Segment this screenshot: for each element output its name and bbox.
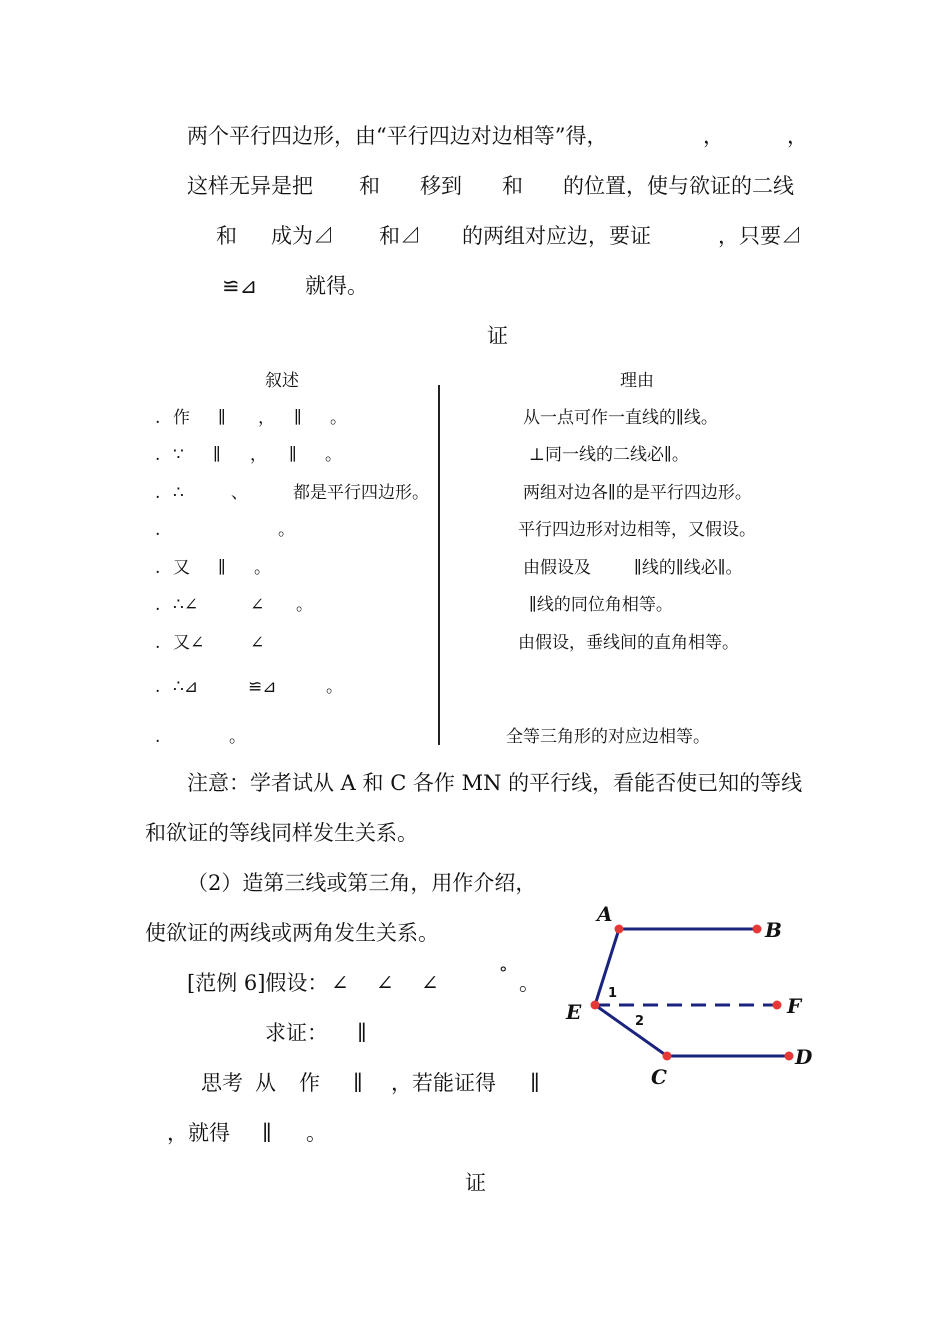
column-header-statement: 叙述 — [265, 371, 299, 391]
intro-line-2e: 的位置，使与欲证的二线 — [563, 174, 794, 198]
point-a — [615, 925, 624, 934]
statement-text: 都是平行四边形。 — [293, 483, 429, 503]
intro-line-1-comma-1: ， — [703, 124, 724, 148]
point-c — [663, 1052, 672, 1061]
think-text: 思考 — [201, 1071, 243, 1095]
table-divider — [438, 385, 440, 745]
degree-symbol: ° — [499, 964, 508, 984]
row-dot: . — [155, 558, 161, 578]
reason-text: 从一点可作一直线的∥线。 — [523, 408, 718, 428]
row-dot: . — [155, 727, 161, 747]
prove-label: 求证： — [265, 1021, 328, 1045]
label-c: C — [651, 1065, 667, 1089]
think-text: ，若能证得 — [391, 1071, 496, 1095]
intro-line-2c: 移到 — [420, 174, 462, 198]
statement-text: ， — [258, 408, 275, 428]
statement-text: ∴⊿ — [173, 677, 199, 697]
note-line-2: 和欲证的等线同样发生关系。 — [145, 821, 418, 845]
statement-text: ， — [250, 445, 267, 465]
statement-text: ∠ — [250, 633, 265, 653]
statement-text: ∵ — [173, 445, 184, 465]
label-e: E — [566, 1000, 582, 1024]
point-d — [785, 1052, 794, 1061]
row-dot: . — [155, 408, 161, 428]
statement-text: 作 — [173, 408, 190, 428]
section2-line-1: （2）造第三线或第三角，用作介绍， — [187, 871, 537, 895]
statement-text: ∥ — [213, 445, 221, 465]
row-dot: . — [155, 677, 161, 697]
label-d: D — [795, 1045, 813, 1069]
angle-symbol: ∠ — [331, 971, 349, 995]
section2-line-2: 使欲证的两线或两角发生关系。 — [145, 921, 439, 945]
statement-text: ∥ — [218, 408, 226, 428]
intro-line-3c: 和⊿ — [379, 224, 421, 248]
statement-text: 又 — [173, 558, 190, 578]
label-f: F — [787, 994, 802, 1018]
row-dot: . — [155, 520, 161, 540]
intro-line-3b: 成为⊿ — [271, 224, 334, 248]
intro-line-3a: 和 — [216, 224, 237, 248]
geometry-figure — [560, 895, 830, 1095]
intro-line-2d: 和 — [502, 174, 523, 198]
intro-line-1: 两个平行四边形，由“平行四边对边相等”得， — [187, 124, 608, 148]
statement-text: ∥ — [294, 408, 302, 428]
reason-text: ⊥同一线的二线必∥。 — [529, 445, 689, 465]
angle-symbol: ∠ — [421, 971, 439, 995]
statement-text: 。 — [254, 558, 271, 578]
intro-line-4a: ≌⊿ — [222, 274, 258, 298]
row-dot: . — [155, 483, 161, 503]
reason-text: 全等三角形的对应边相等。 — [506, 727, 710, 747]
row-dot: . — [155, 595, 161, 615]
angle-label-1: 1 — [608, 986, 618, 1001]
angle-label-2: 2 — [635, 1014, 645, 1029]
statement-text: 。 — [229, 727, 246, 747]
proof-heading-1: 证 — [487, 324, 508, 348]
reason-text: 由假设及 — [523, 558, 591, 578]
statement-text: 。 — [296, 595, 313, 615]
label-a: A — [597, 902, 613, 926]
statement-text: ∥ — [289, 445, 297, 465]
reason-text: ∥线的同位角相等。 — [529, 595, 673, 615]
statement-text: 。 — [325, 445, 342, 465]
reason-text: 平行四边形对边相等，又假设。 — [518, 520, 756, 540]
statement-text: 又∠ — [173, 633, 205, 653]
row-dot: . — [155, 445, 161, 465]
example-prefix: [范例 6]假设： — [187, 971, 329, 995]
reason-text: ∥线的∥线必∥。 — [634, 558, 743, 578]
angle-symbol: ∠ — [376, 971, 394, 995]
figure-points — [591, 925, 794, 1061]
statement-text: ∴ — [173, 483, 184, 503]
point-e — [591, 1001, 600, 1010]
segment-ec — [595, 1005, 667, 1056]
statement-text: ∥ — [218, 558, 226, 578]
think-text: 作 — [299, 1071, 320, 1095]
then-text: ，就得 — [167, 1121, 230, 1145]
intro-line-2b: 和 — [359, 174, 380, 198]
intro-line-2a: 这样无异是把 — [187, 174, 313, 198]
note-line-1: 注意：学者试从 A 和 C 各作 MN 的平行线，看能否使已知的等线 — [187, 771, 803, 795]
intro-line-4b: 就得。 — [305, 274, 368, 298]
then-text: 。 — [306, 1121, 327, 1145]
column-header-reason: 理由 — [620, 371, 654, 391]
statement-text: 。 — [278, 520, 295, 540]
statement-text: 。 — [326, 677, 343, 697]
then-text: ∥ — [262, 1121, 272, 1145]
statement-text: 。 — [330, 408, 347, 428]
reason-text: 由假设，垂线间的直角相等。 — [518, 633, 739, 653]
think-text: ∥ — [353, 1071, 363, 1095]
think-text: 从 — [255, 1071, 276, 1095]
statement-text: 、 — [231, 483, 248, 503]
reason-text: 两组对边各∥的是平行四边形。 — [523, 483, 752, 503]
prove-parallel-symbol: ∥ — [357, 1021, 367, 1045]
intro-line-3e: ，只要⊿ — [718, 224, 802, 248]
statement-text: ∴∠ — [173, 595, 199, 615]
point-b — [753, 925, 762, 934]
figure-lines — [595, 929, 789, 1056]
intro-line-3d: 的两组对应边，要证 — [462, 224, 651, 248]
proof-heading-2: 证 — [465, 1171, 486, 1195]
statement-text: ∠ — [250, 595, 265, 615]
statement-text: ≌⊿ — [248, 677, 277, 697]
row-dot: . — [155, 633, 161, 653]
think-text: ∥ — [530, 1071, 540, 1095]
example-end: 。 — [519, 971, 540, 995]
point-f — [773, 1001, 782, 1010]
label-b: B — [765, 918, 782, 942]
intro-line-1-comma-2: ， — [787, 124, 808, 148]
